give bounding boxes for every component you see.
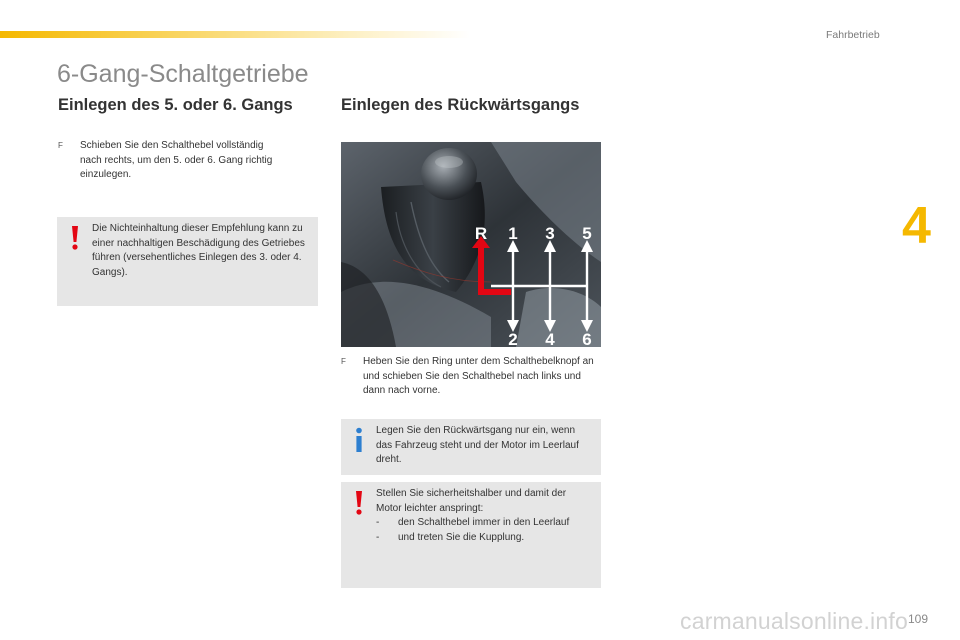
list-item-text: und treten Sie die Kupplung. [398, 531, 525, 543]
gear-label-6: 6 [582, 330, 592, 347]
heading-gear-5-6: Einlegen des 5. oder 6. Gangs [58, 96, 293, 114]
page-number: 109 [908, 612, 929, 626]
warning-intro: Stellen Sie sicherheitshalber und damit der Motor leichter anspringt: [376, 488, 567, 514]
warning-note-reverse [341, 482, 601, 588]
gear-label-1: 1 [508, 224, 518, 243]
exclamation-icon [353, 490, 365, 516]
warning-note-gear [57, 217, 318, 306]
list-item [376, 516, 591, 531]
info-icon [353, 427, 365, 453]
step-text: Schieben Sie den Schalthebel vollständig nach rechts, um den 5. oder 6. Gang richtig einzulegen. [80, 140, 273, 180]
step-reverse-gear [341, 355, 603, 399]
chapter-number: 4 [902, 197, 931, 255]
warning-text: Die Nichteinhaltung dieser Empfehlung kann zu einer nachhaltigen Beschädigung des Getriebes führen (versehentliches Einlegen des 3. oder 4. Gangs). [92, 223, 305, 278]
gear-label-3: 3 [545, 224, 555, 243]
step-bullet: F [341, 357, 346, 366]
section-label: Fahrbetrieb [826, 29, 880, 41]
header-accent-bar [0, 31, 470, 38]
list-dash: - [376, 517, 380, 528]
gear-label-5: 5 [582, 224, 592, 243]
heading-reverse-gear: Einlegen des Rückwärtsgangs [341, 96, 580, 114]
gear-label-2: 2 [508, 330, 518, 347]
exclamation-icon [69, 225, 81, 251]
watermark: carmanualsonline.info [680, 608, 908, 634]
list-item-text: den Schalthebel immer in den Leerlauf [398, 517, 570, 528]
warning-content [376, 487, 591, 545]
warning-list [376, 516, 591, 545]
info-text: Legen Sie den Rückwärtsgang nur ein, wenn das Fahrzeug steht und der Motor im Leerlauf dreht. [376, 425, 579, 465]
step-bullet: F [58, 141, 63, 150]
step-text: Heben Sie den Ring unter dem Schalthebelknopf an und schieben Sie den Schalthebel nach links und dann nach vorne. [363, 356, 594, 396]
list-dash: - [376, 531, 380, 543]
gear-shift-photo [341, 142, 601, 347]
info-note-reverse [341, 419, 601, 475]
list-item [376, 531, 591, 546]
step-gear-5-6 [58, 139, 273, 183]
gear-label-4: 4 [545, 330, 555, 347]
page-title: 6-Gang-Schaltgetriebe [57, 60, 309, 88]
gear-label-reverse: R [474, 224, 488, 243]
